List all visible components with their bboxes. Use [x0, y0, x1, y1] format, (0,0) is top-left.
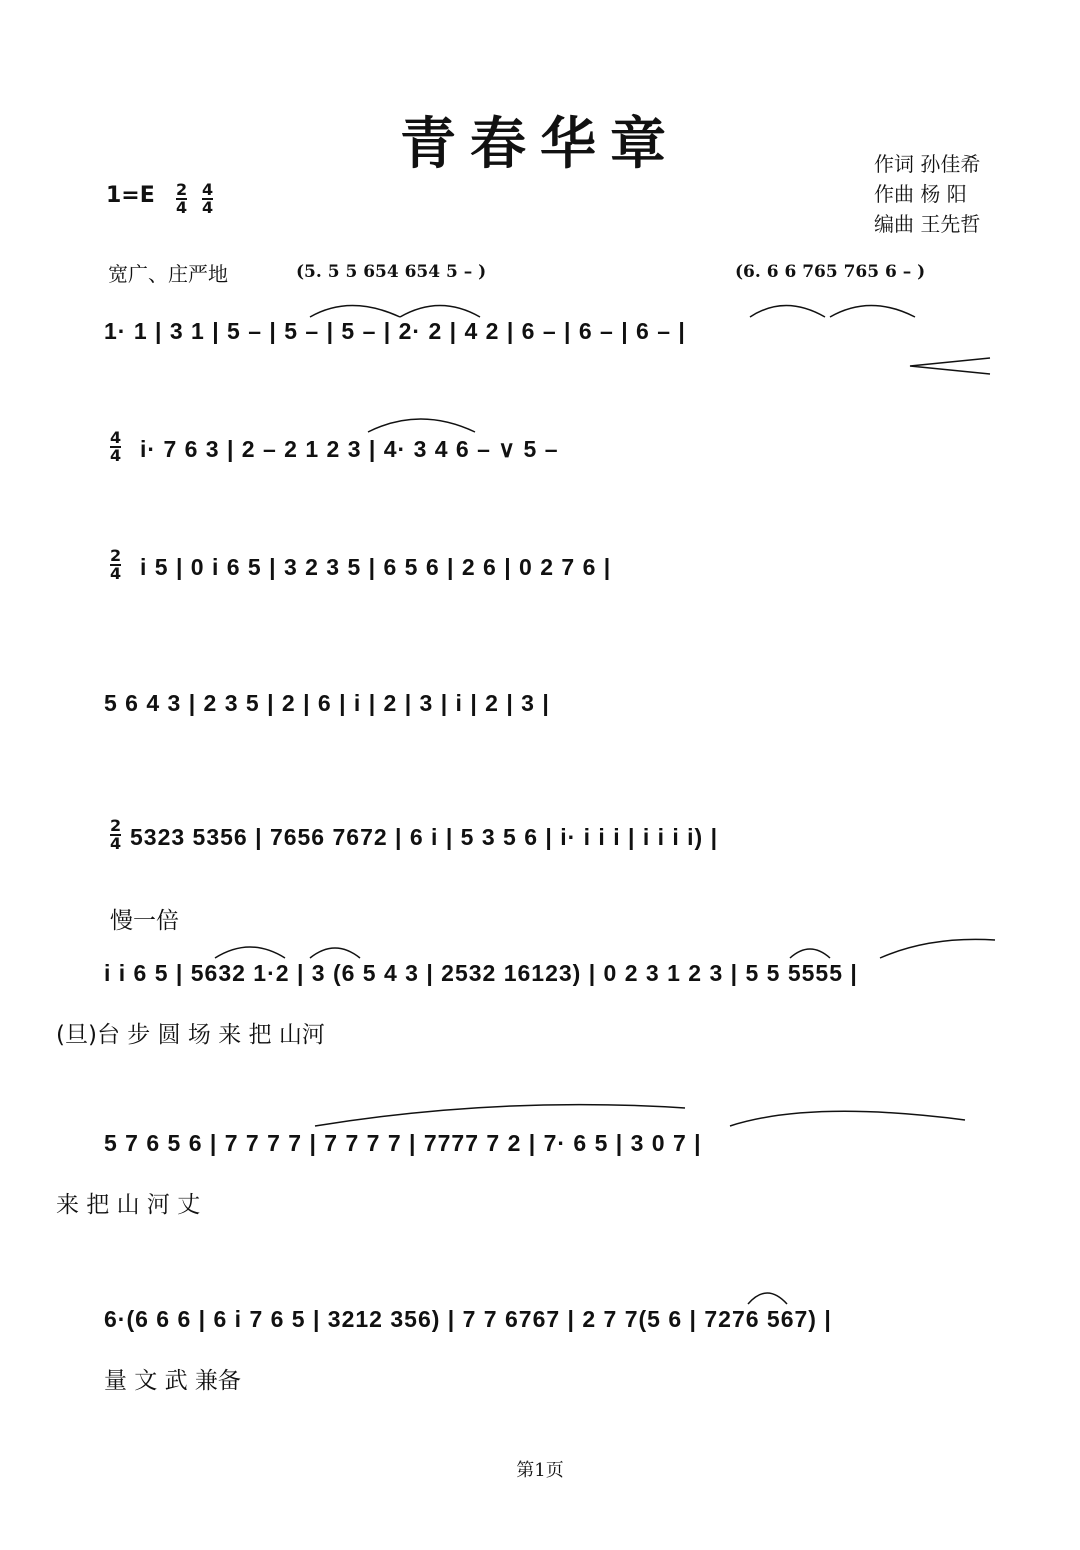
notes: i· 7 6 3 | 2 – 2 1 2 3 | 4· 3 4 6 – ∨ 5 –: [140, 436, 559, 462]
slur-marks: [305, 292, 920, 322]
time-signature: $\frac{2}{4}$: [110, 546, 122, 583]
notation-line-6: [104, 960, 1004, 987]
page-number: 第1页: [516, 1460, 564, 1481]
slur-mark: [745, 1284, 790, 1306]
time-signature: $\frac{4}{4}$: [110, 428, 122, 465]
notation-line-1: [104, 318, 1004, 345]
intro-phrase-2: (6. 6 6 765 765 6 – ): [735, 262, 926, 282]
notation-line-5: [130, 824, 1030, 851]
song-title: 青春华章: [400, 111, 680, 177]
notation-line-4: [104, 690, 1004, 717]
tempo-marking: 宽广、庄严地: [108, 262, 228, 286]
time-signature: $\frac{2}{4}$: [110, 816, 122, 853]
slur-marks: [210, 936, 1000, 962]
time-signature-4-4: $\frac{4}{4}$: [202, 180, 214, 217]
lyrics-line-8: 量 文 武 兼备: [104, 1368, 241, 1394]
notation-line-3: [140, 554, 1040, 581]
intro-phrase-1: (5. 5 5 654 654 5 – ): [296, 262, 487, 282]
lyrics-line-6: (旦)台 步 圆 场 来 把 山河: [56, 1022, 325, 1048]
notes: 1· 1 | 3 1 | 5 – | 5 – | 5 – | 2· 2 | 4 2 | 6 – | 6 – | 6 – |: [104, 318, 686, 344]
key-signature: 1=E: [106, 183, 155, 208]
notes: 5 7 6 5 6 | 7 7 7 7 | 7 7 7 7 | 7777 7 2 | 7· 6 5 | 3 0 7 |: [104, 1130, 702, 1156]
composer-credit: 作曲 杨 阳: [874, 182, 967, 206]
notation-line-7: [104, 1130, 1004, 1157]
decrescendo-hairpin: [908, 356, 992, 376]
time-signature-2-4: $\frac{2}{4}$: [176, 180, 188, 217]
notes: 5 6 4 3 | 2 3 5 | 2 | 6 | i | 2 | 3 | i | 2 | 3 |: [104, 690, 550, 716]
section-marking: 慢一倍: [110, 908, 179, 934]
notes: i 5 | 0 i 6 5 | 3 2 3 5 | 6 5 6 | 2 6 | 0 2 7 6 |: [140, 554, 612, 580]
lyricist-credit: 作词 孙佳希: [874, 152, 981, 176]
slur-mark: [365, 410, 480, 434]
arranger-credit: 编曲 王先哲: [874, 212, 981, 236]
notes: 5323 5356 | 7656 7672 | 6 i | 5 3 5 6 | i· i i i | i i i i) |: [130, 824, 719, 850]
lyrics-line-7: 来 把 山 河 丈: [56, 1192, 201, 1218]
notation-line-8: [104, 1306, 1004, 1333]
slur-marks: [310, 1102, 970, 1130]
notes: 6·(6 6 6 | 6 i 7 6 5 | 3212 356) | 7 7 6767 | 2 7 7(5 6 | 7276 567) |: [104, 1306, 832, 1332]
notes: i i 6 5 | 5632 1·2 | 3 (6 5 4 3 | 2532 16123) | 0 2 3 1 2 3 | 5 5 5555 |: [104, 960, 858, 986]
notation-line-2: [140, 436, 1040, 463]
